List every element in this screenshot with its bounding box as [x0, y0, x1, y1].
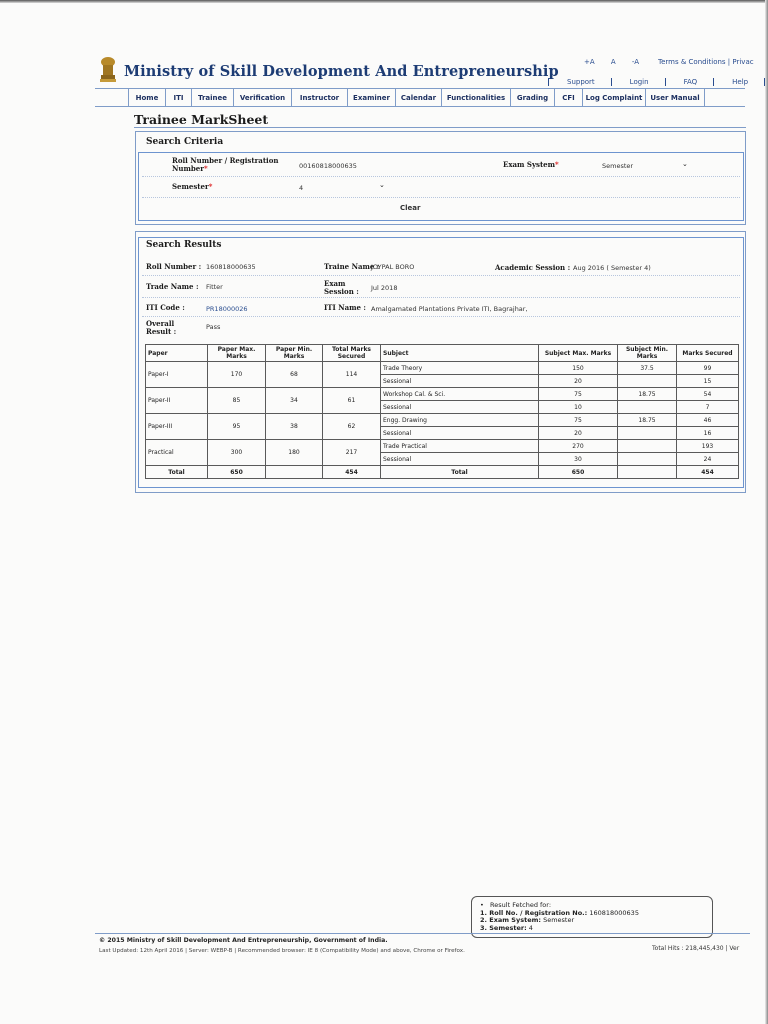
marks-secured-cell: 16 — [677, 427, 739, 440]
total-marks-cell: 454 — [677, 466, 739, 479]
top-links — [548, 78, 765, 86]
nav-calendar[interactable]: Calendar — [396, 89, 442, 106]
marks-secured-cell: 46 — [677, 414, 739, 427]
subject-cell: Sessional — [381, 427, 539, 440]
subject-min-cell — [618, 453, 677, 466]
total-subject-min-cell — [618, 466, 677, 479]
nav-log-complaint[interactable]: Log Complaint — [583, 89, 646, 106]
subject-min-cell: 18.75 — [618, 414, 677, 427]
roll-number-label: Roll Number / Registration Number* — [172, 156, 279, 173]
subject-max-cell: 75 — [539, 388, 618, 401]
result-roll-value: 160818000635 — [206, 263, 256, 271]
marks-secured-cell: 54 — [677, 388, 739, 401]
marks-table — [145, 344, 739, 479]
marks-secured-cell: 15 — [677, 375, 739, 388]
support-link[interactable]: Support — [548, 78, 611, 86]
paper-cell: Paper-III — [146, 414, 208, 440]
column-header: Subject Min. Marks — [618, 345, 677, 362]
trainee-name-label: Traine Name : — [324, 262, 380, 271]
nav-iti[interactable]: ITI — [166, 89, 192, 106]
column-header: Subject Max. Marks — [539, 345, 618, 362]
nav-instructor[interactable]: Instructor — [292, 89, 348, 106]
main-nav — [95, 88, 745, 107]
paper-max-cell: 85 — [208, 388, 266, 414]
total-secured-cell: 62 — [323, 414, 381, 440]
column-header: Paper Max. Marks — [208, 345, 266, 362]
overall-result-value: Pass — [206, 323, 221, 331]
paper-cell: Practical — [146, 440, 208, 466]
total-secured-cell: 61 — [323, 388, 381, 414]
nav-user-manual[interactable]: User Manual — [646, 89, 705, 106]
iti-name-value: Amalgamated Plantations Private ITI, Bagrajhar, — [371, 305, 528, 313]
login-link[interactable]: Login — [611, 78, 665, 86]
nav-examiner[interactable]: Examiner — [348, 89, 396, 106]
table-row — [146, 362, 739, 375]
result-line-semester: 3. Semester: 4 — [480, 923, 533, 932]
copyright-text: © 2015 Ministry of Skill Development And Entrepreneurship, Government of India. — [99, 937, 388, 944]
subject-max-cell: 270 — [539, 440, 618, 453]
iti-code-label: ITI Code : — [146, 303, 185, 312]
subject-cell: Trade Theory — [381, 362, 539, 375]
font-size-controls — [584, 58, 653, 66]
nav-functionalities[interactable]: Functionalities — [442, 89, 511, 106]
subject-cell: Sessional — [381, 453, 539, 466]
row-divider — [142, 316, 740, 317]
marks-secured-cell: 7 — [677, 401, 739, 414]
paper-max-cell: 95 — [208, 414, 266, 440]
marks-secured-cell: 99 — [677, 362, 739, 375]
chevron-down-icon[interactable]: ⌄ — [379, 181, 385, 189]
total-secured-cell: 217 — [323, 440, 381, 466]
column-header: Total Marks Secured — [323, 345, 381, 362]
last-updated-text: Last Updated: 12th April 2016 | Server: WEBP-B | Recommended browser: IE 8 (Compatibility Mode) and above, Chrome or Firefox. — [99, 948, 465, 954]
trade-name-value: Fitter — [206, 283, 223, 291]
chevron-down-icon[interactable]: ⌄ — [682, 160, 688, 168]
faq-link[interactable]: FAQ — [665, 78, 714, 86]
roll-number-input[interactable]: 00160818000635 — [299, 162, 357, 170]
paper-cell: Paper-II — [146, 388, 208, 414]
paper-min-cell: 180 — [266, 440, 323, 466]
subject-min-cell — [618, 440, 677, 453]
subject-min-cell: 37.5 — [618, 362, 677, 375]
total-subject-max-cell: 650 — [539, 466, 618, 479]
table-row — [146, 440, 739, 453]
row-divider — [142, 197, 740, 198]
trainee-name-value: JOYPAL BORO — [371, 263, 415, 271]
paper-max-cell: 300 — [208, 440, 266, 466]
subject-max-cell: 10 — [539, 401, 618, 414]
exam-system-label: Exam System* — [503, 160, 559, 169]
row-divider — [142, 297, 740, 298]
row-divider — [142, 275, 740, 276]
semester-select[interactable]: 4 — [299, 184, 304, 192]
total-secured-cell: 114 — [323, 362, 381, 388]
nav-grading[interactable]: Grading — [511, 89, 555, 106]
table-row — [146, 388, 739, 401]
nav-trainee[interactable]: Trainee — [192, 89, 234, 106]
paper-min-cell: 34 — [266, 388, 323, 414]
total-paper-min-cell — [266, 466, 323, 479]
semester-label: Semester* — [172, 182, 213, 191]
result-line-roll: 1. Roll No. / Registration No.: 160818000635 — [480, 908, 639, 917]
subject-max-cell: 75 — [539, 414, 618, 427]
subject-cell: Engg. Drawing — [381, 414, 539, 427]
title-divider — [134, 127, 746, 128]
total-paper-max-cell: 650 — [208, 466, 266, 479]
subject-min-cell — [618, 401, 677, 414]
nav-cfi[interactable]: CFI — [555, 89, 583, 106]
nav-home[interactable]: Home — [128, 89, 166, 106]
iti-code-link[interactable]: PR18000026 — [206, 305, 248, 313]
trade-name-label: Trade Name : — [146, 282, 199, 291]
column-header: Subject — [381, 345, 539, 362]
column-header: Paper Min. Marks — [266, 345, 323, 362]
exam-system-select[interactable]: Semester — [602, 162, 634, 170]
page-title: Trainee MarkSheet — [134, 112, 269, 127]
exam-session-value: Jul 2018 — [371, 284, 398, 292]
result-fetched-title: • Result Fetched for: — [480, 901, 552, 909]
row-divider — [142, 176, 740, 177]
subject-max-cell: 30 — [539, 453, 618, 466]
paper-max-cell: 170 — [208, 362, 266, 388]
subject-min-cell — [618, 427, 677, 440]
total-hits-text: Total Hits : 218,445,430 | Ver — [652, 945, 740, 952]
marks-secured-cell: 193 — [677, 440, 739, 453]
column-header: Marks Secured — [677, 345, 739, 362]
subject-cell: Sessional — [381, 375, 539, 388]
marks-secured-cell: 24 — [677, 453, 739, 466]
total-secured-cell: 454 — [323, 466, 381, 479]
clear-button[interactable]: Clear — [400, 204, 421, 212]
subject-cell: Workshop Cal. & Sci. — [381, 388, 539, 401]
footer-divider — [95, 933, 750, 934]
iti-name-label: ITI Name : — [324, 303, 367, 312]
subject-cell: Trade Practical — [381, 440, 539, 453]
help-link[interactable]: Help — [713, 78, 765, 86]
table-header-row — [146, 345, 739, 362]
subject-min-cell: 18.75 — [618, 388, 677, 401]
academic-session-value: Aug 2016 ( Semester 4) — [573, 264, 651, 272]
paper-cell: Paper-I — [146, 362, 208, 388]
result-roll-label: Roll Number : — [146, 262, 202, 271]
academic-session-label: Academic Session : — [495, 263, 571, 272]
result-line-exam-system: 2. Exam System: Semester — [480, 916, 575, 924]
subject-max-cell: 20 — [539, 427, 618, 440]
scan-edge — [0, 0, 768, 3]
total-label-cell: Total — [381, 466, 539, 479]
national-emblem-icon — [98, 56, 118, 84]
subject-max-cell: 150 — [539, 362, 618, 375]
search-criteria-title: Search Criteria — [146, 137, 224, 147]
font-decrease-link[interactable]: -A — [631, 58, 640, 66]
table-row — [146, 414, 739, 427]
font-normal-link[interactable]: A — [610, 58, 616, 66]
nav-verification[interactable]: Verification — [234, 89, 292, 106]
brand-title[interactable]: Ministry of Skill Development And Entrepreneurship — [124, 63, 559, 80]
search-results-title: Search Results — [146, 240, 222, 250]
subject-min-cell — [618, 375, 677, 388]
subject-max-cell: 20 — [539, 375, 618, 388]
total-label-cell: Total — [146, 466, 208, 479]
table-total-row — [146, 466, 739, 479]
overall-result-label: Overall Result : — [146, 319, 177, 336]
font-increase-link[interactable]: +A — [584, 58, 595, 66]
paper-min-cell: 38 — [266, 414, 323, 440]
subject-cell: Sessional — [381, 401, 539, 414]
paper-min-cell: 68 — [266, 362, 323, 388]
terms-privacy-link[interactable]: Terms & Conditions | Privac — [658, 58, 754, 66]
result-fetched-box — [471, 896, 713, 938]
column-header: Paper — [146, 345, 208, 362]
exam-session-label: Exam Session : — [324, 279, 359, 296]
